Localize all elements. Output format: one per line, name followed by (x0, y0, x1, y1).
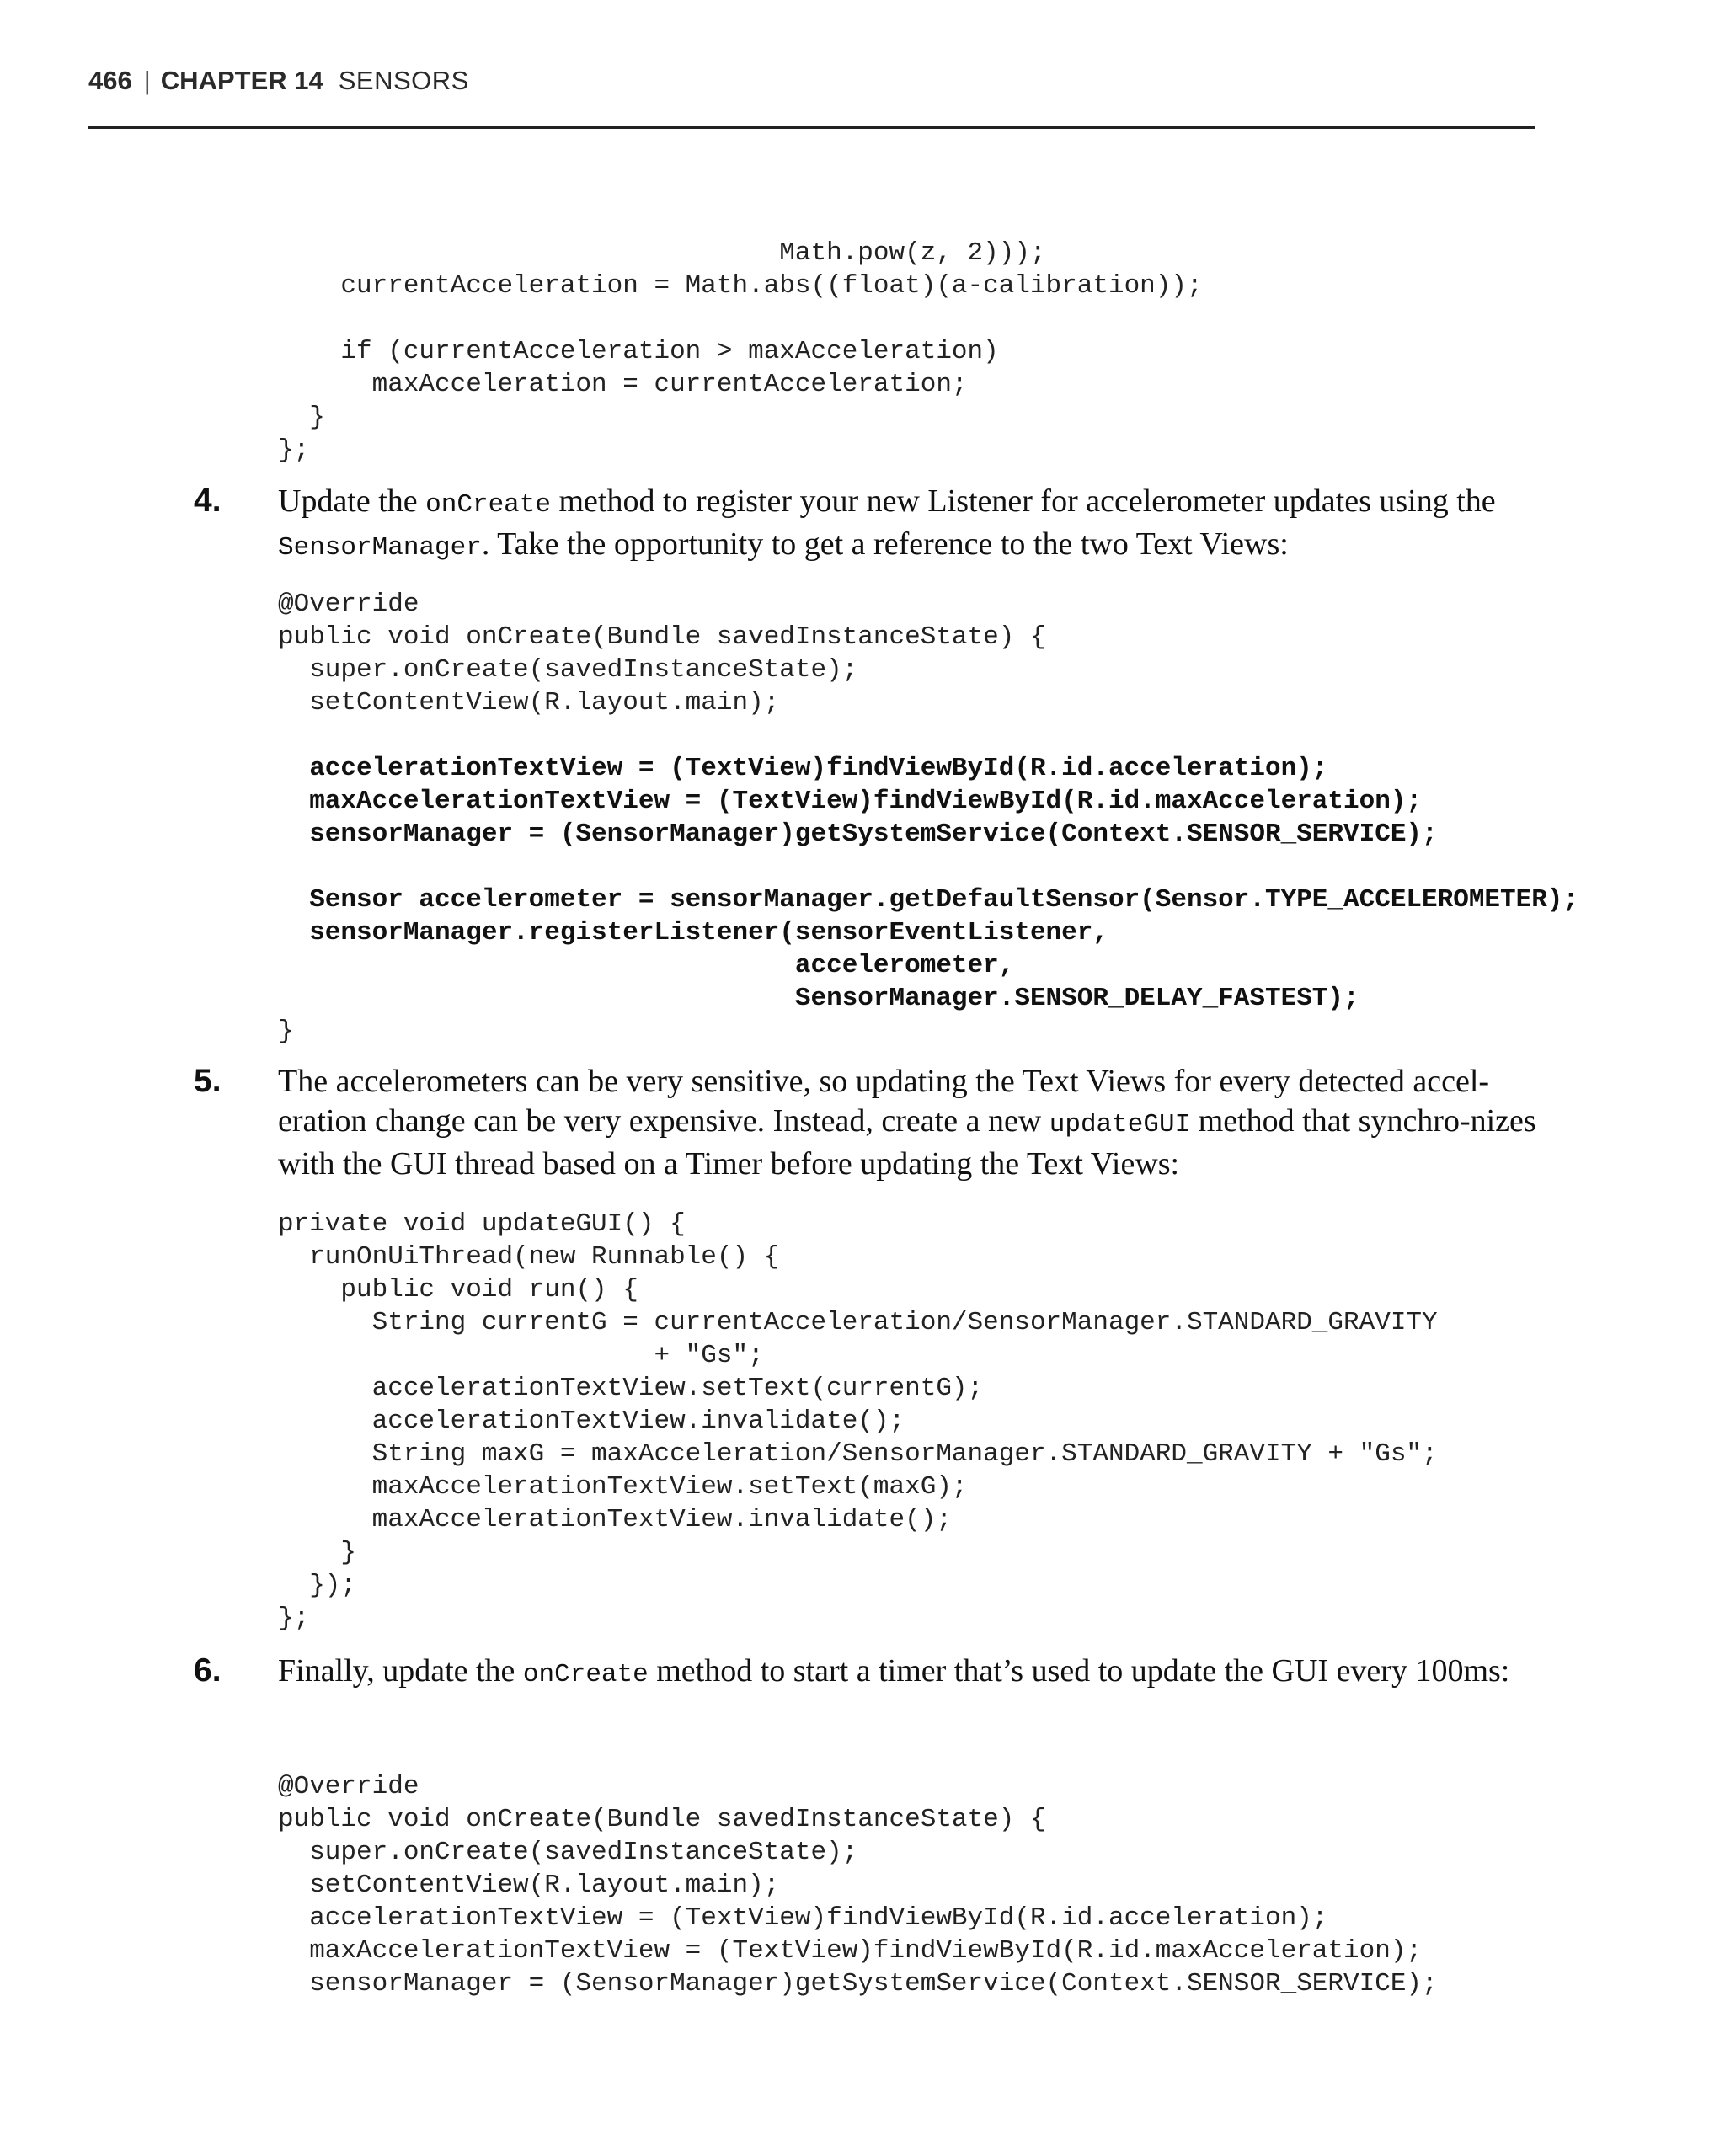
code-plain-segment: } (278, 1017, 294, 1046)
header-rule (88, 126, 1535, 129)
running-header (88, 66, 469, 96)
code-plain-segment: @Override public void onCreate(Bundle savedInstanceState) { super.onCreate(savedInstanceState); setContentView(R.layout.main); (278, 590, 1046, 718)
chapter-title: SENSORS (338, 66, 469, 95)
step-6-text: Finally, update the onCreate method to start a timer that’s used to update the GUI every 100ms: (278, 1653, 1510, 1689)
chapter-label: CHAPTER 14 (160, 66, 323, 95)
code-highlighted-segment: accelerationTextView = (TextView)findViewById(R.id.acceleration); maxAccelerationTextView = (TextView)findViewById(R.id.maxAcceleration); sensorManager = (SensorManager)getSystemService(Context.SENSOR_SERVICE); Sensor accelerometer = sensorManager.getDefaultSensor(Sensor.TYPE_ACCELEROMETER); sensorManager.registerListener(sensorEventListener, accelerometer, SensorManager.SENSOR_DELAY_FASTEST); (309, 754, 1579, 1013)
code-block-oncreate-timer: @Override public void onCreate(Bundle savedInstanceState) { super.onCreate(savedInstanceState); setContentView(R.layout.main); accelerationTextView = (TextView)findViewById(R.id.acceleration); maxAccelerationTextView = (TextView)findViewById(R.id.maxAcceleration); sensorManager = (SensorManager)getSystemService(Context.SENSOR_SERVICE); (278, 1772, 1438, 1999)
code-block-updategui: private void updateGUI() { runOnUiThread(new Runnable() { public void run() { String currentG = currentAcceleration/SensorManager.STANDARD_GRAVITY + "Gs"; accelerationTextView.setText(currentG); accelerationTextView.invalidate(); String maxG = maxAcceleration/SensorManager.STANDARD_GRAVITY + "Gs"; maxAccelerationTextView.setText(maxG); maxAccelerationTextView.invalidate(); } }); }; (278, 1209, 1438, 1633)
inline-code: onCreate (425, 490, 551, 520)
step-4-text: Update the onCreate method to register your new Listener for accelerometer updates using the SensorManager. Take the opportunity to get a reference to the two Text Views: (278, 483, 1496, 563)
code-block-continued: Math.pow(z, 2))); currentAcceleration = Math.abs((float)(a-calibration)); if (currentAcceleration > maxAcceleration) maxAcceleration = currentAcceleration; } }; (278, 238, 1203, 465)
code-block-oncreate-register (278, 588, 1578, 1048)
step-number-6: 6. (194, 1652, 222, 1689)
inline-code: onCreate (522, 1660, 649, 1689)
step-5-text: The accelerometers can be very sensitive, so updating the Text Views for every detected accel-eration change can be very expensive. Instead, create a new updateGUI method that synchro-nizes with the GUI thread based on a Timer before updating the Text Views: (278, 1064, 1536, 1182)
page-number: 466 (88, 66, 132, 95)
inline-code: SensorManager (278, 533, 482, 563)
header-separator: | (143, 66, 151, 95)
step-number-5: 5. (194, 1063, 222, 1099)
inline-code: updateGUI (1049, 1110, 1191, 1139)
step-number-4: 4. (194, 483, 222, 519)
